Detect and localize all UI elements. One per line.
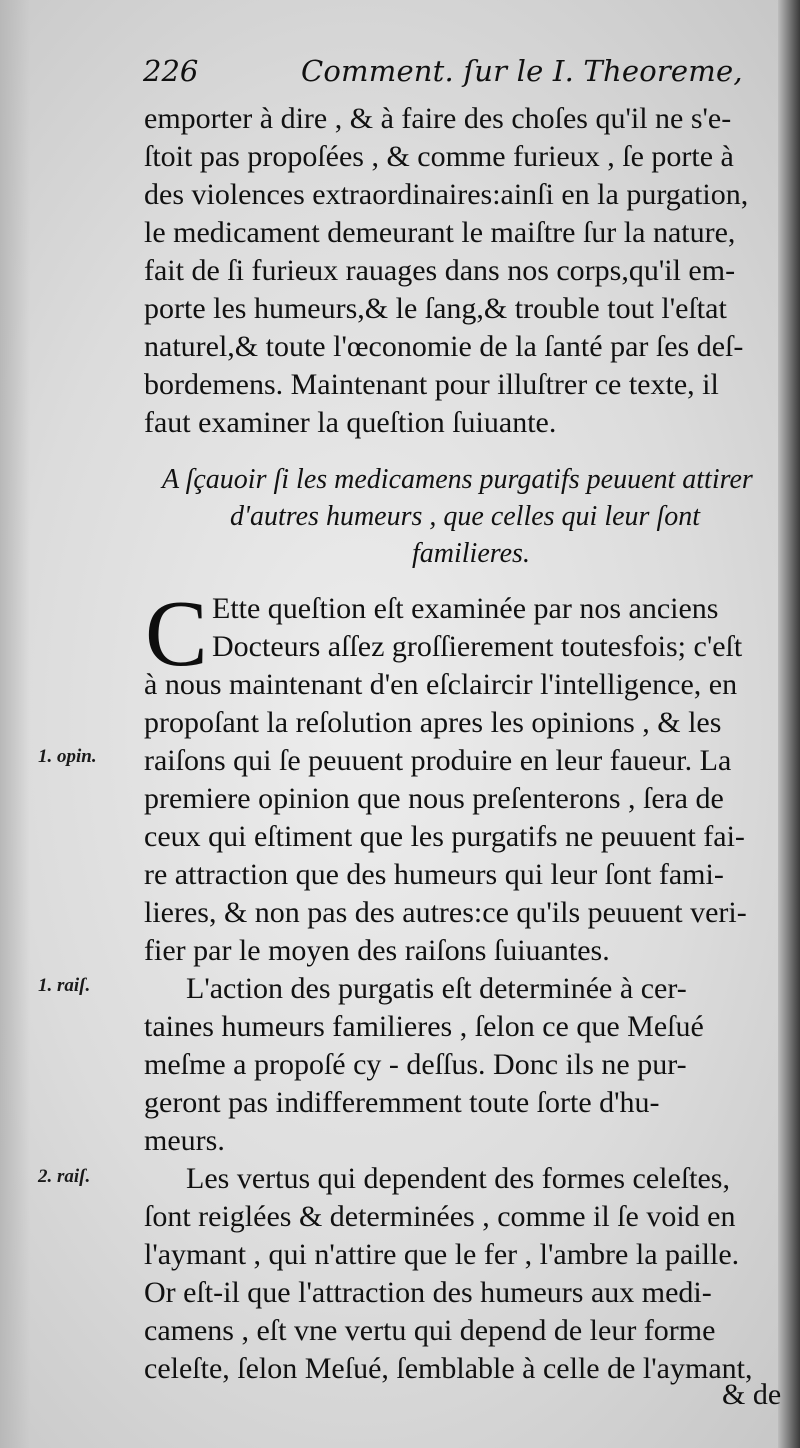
body-line: raiſons qui ſe peuuent produire en leur faueur. La (144, 744, 732, 777)
question-heading-line: familieres. (412, 538, 530, 569)
body-line: bordemens. Maintenant pour illuſtrer ce texte, il (144, 368, 719, 401)
body-line: ſtoit pas propoſées , & comme furieux , ſe porte à (144, 140, 734, 173)
page-number: 226 (143, 54, 199, 88)
body-line: camens , eſt vne vertu qui depend de leur forme (144, 1314, 716, 1347)
body-line: ceux qui eſtiment que les purgatifs ne peuuent fai- (144, 820, 745, 853)
body-line: faut examiner la queſtion ſuiuante. (144, 406, 557, 439)
body-line: Ette queſtion eſt examinée par nos anciens (212, 592, 719, 625)
running-title: Comment. ſur le I. Theoreme, (301, 54, 743, 88)
body-line: Or eſt-il que l'attraction des humeurs aux medi- (144, 1276, 712, 1309)
body-line: ſont reiglées & determinées , comme il ſe void en (144, 1200, 736, 1233)
margin-note-reason-1: 1. raiſ. (38, 975, 91, 996)
body-line: meurs. (144, 1124, 225, 1157)
running-header (143, 46, 783, 98)
body-line: re attraction que des humeurs qui leur ſont fami- (144, 858, 724, 891)
body-line: geront pas indifferemment toute ſorte d'hu- (144, 1086, 660, 1119)
body-line: L'action des purgatis eſt determinée à cer- (186, 972, 687, 1005)
body-line: Docteurs aſſez groſſierement toutesfois; c'eſt (212, 630, 743, 663)
page-edge-shadow (778, 0, 800, 1448)
question-heading-line: A ſçauoir ſi les medicamens purgatifs peuuent attirer (162, 464, 753, 495)
body-line: fier par le moyen des raiſons ſuiuantes. (144, 934, 610, 967)
body-line: taines humeurs familieres , ſelon ce que Meſué (144, 1010, 704, 1043)
body-line: porte les humeurs,& le ſang,& trouble tout l'eſtat (144, 292, 727, 325)
catchword: & de (722, 1378, 782, 1411)
body-line: premiere opinion que nous preſenterons , ſera de (144, 782, 724, 815)
margin-note-reason-2: 2. raiſ. (38, 1166, 91, 1187)
body-line: Les vertus qui dependent des formes celeſtes, (186, 1162, 730, 1195)
body-line: naturel,& toute l'œconomie de la ſanté par ſes deſ- (144, 330, 744, 363)
body-line: le medicament demeurant le maiſtre ſur la nature, (144, 216, 736, 249)
body-line: propoſant la reſolution apres les opinions , & les (144, 706, 722, 739)
drop-cap: C (145, 582, 208, 686)
body-line: des violences extraordinaires:ainſi en la purgation, (144, 178, 749, 211)
page-gutter-shadow (0, 0, 30, 1448)
body-line: l'aymant , qui n'attire que le fer , l'ambre la paille. (144, 1238, 740, 1271)
body-line: meſme a propoſé cy - deſſus. Donc ils ne pur- (144, 1048, 687, 1081)
body-line: lieres, & non pas des autres:ce qu'ils peuuent veri- (144, 896, 747, 929)
body-line: à nous maintenant d'en eſclaircir l'intelligence, en (144, 668, 738, 701)
body-line: emporter à dire , & à faire des choſes qu'il ne s'e- (144, 102, 732, 135)
question-heading-line: d'autres humeurs , que celles qui leur ſont (230, 501, 700, 532)
body-line: celeſte, ſelon Meſué, ſemblable à celle de l'aymant, (144, 1352, 753, 1385)
margin-note-opinion: 1. opin. (38, 746, 97, 767)
body-line: fait de ſi furieux rauages dans nos corps,qu'il em- (144, 254, 736, 287)
